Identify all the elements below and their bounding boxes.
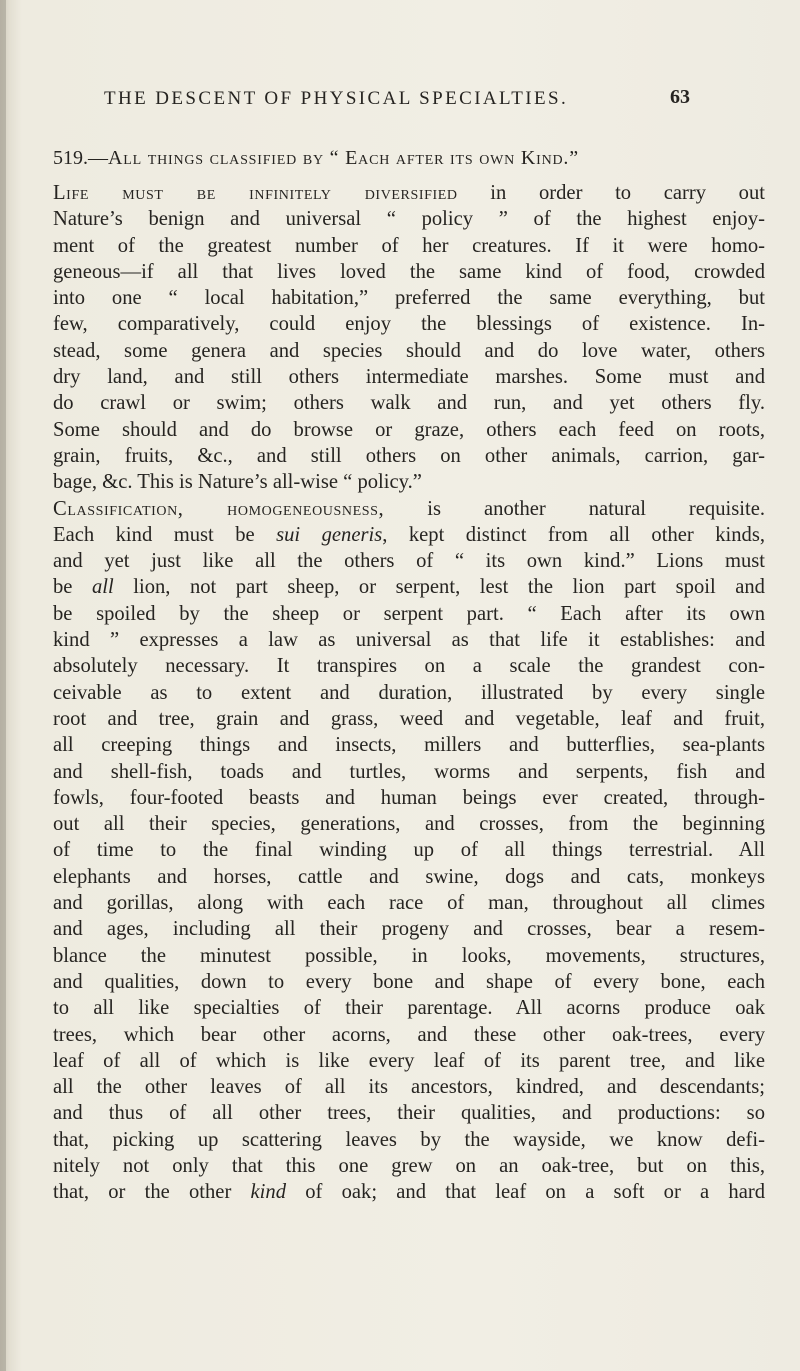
text-line: geneous—if all that lives loved the same kind of food, crowded — [53, 260, 765, 283]
text-line: grain, fruits, &c., and still others on other animals, carrion, gar- — [53, 444, 765, 467]
paragraph-lead: Life must be infinitely diversified — [53, 182, 458, 204]
text-line: out all their species, generations, and crosses, from the beginning — [53, 813, 765, 836]
text-line: be spoiled by the sheep or serpent part. “ Each after its own — [53, 602, 765, 625]
emphasis: sui generis — [276, 523, 383, 546]
section-heading — [53, 147, 773, 170]
text-line: kind ” expresses a law as universal as that life it establishes: and — [53, 629, 765, 652]
text-line: and thus of all other trees, their qualities, and productions: so — [53, 1102, 765, 1125]
text-line: Life must be infinitely diversified in order to carry out — [53, 182, 765, 204]
text-line: root and tree, grain and grass, weed and vegetable, leaf and fruit, — [53, 707, 765, 730]
text-line: bage, &c. This is Nature’s all-wise “ policy.” — [53, 471, 422, 494]
text-line: few, comparatively, could enjoy the blessings of existence. In- — [53, 313, 765, 336]
text-line: trees, which bear other acorns, and these other oak-trees, every — [53, 1023, 765, 1046]
text-line: all creeping things and insects, millers and butterflies, sea-plants — [53, 734, 765, 757]
text-line: to all like specialties of their parentage. All acorns produce oak — [53, 997, 765, 1020]
text-line: blance the minutest possible, in looks, movements, structures, — [53, 944, 765, 967]
page-number: 63 — [670, 86, 690, 108]
binding-shadow — [0, 0, 6, 1371]
section-dash: — — [88, 147, 108, 169]
text-line: ceivable as to extent and duration, illustrated by every single — [53, 681, 765, 704]
text-line: all the other leaves of all its ancestors, kindred, and descendants; — [53, 1076, 765, 1099]
text-line: and ages, including all their progeny and crosses, bear a resem- — [53, 918, 765, 941]
text-line: be all lion, not part sheep, or serpent, lest the lion part spoil and — [53, 576, 765, 599]
emphasis: all — [91, 576, 114, 599]
text-line: dry land, and still others intermediate marshes. Some must and — [53, 366, 765, 389]
text-line: absolutely necessary. It transpires on a scale the grandest con- — [53, 655, 765, 678]
text-line: stead, some genera and species should and do love water, others — [53, 339, 765, 362]
text-line: and yet just like all the others of “ its own kind.” Lions must — [53, 550, 765, 573]
text-line: do crawl or swim; others walk and run, and yet others fly. — [53, 392, 765, 415]
text-line: fowls, four-footed beasts and human beings ever created, through- — [53, 786, 765, 809]
body-text — [53, 180, 765, 1206]
text-line: that, picking up scattering leaves by the wayside, we know defi- — [53, 1128, 765, 1151]
text-line: leaf of all of which is like every leaf of its parent tree, and like — [53, 1049, 765, 1072]
text-line: into one “ local habitation,” preferred the same everything, but — [53, 287, 765, 310]
section-title: All things classified by “ Each after its own Kind.” — [108, 147, 579, 169]
text-line: Each kind must be sui generis, kept distinct from all other kinds, — [53, 523, 765, 546]
text-line: of time to the final winding up of all things terrestrial. All — [53, 839, 765, 862]
text-line: ment of the greatest number of her creatures. If it were homo- — [53, 234, 765, 257]
paragraph-lead: Classification, homogeneousness, — [53, 497, 385, 520]
text-line: elephants and horses, cattle and swine, dogs and cats, monkeys — [53, 865, 765, 888]
emphasis: kind — [250, 1181, 286, 1204]
text-line: and qualities, down to every bone and shape of every bone, each — [53, 970, 765, 993]
text-line: that, or the other kind of oak; and that leaf on a soft or a hard — [53, 1181, 765, 1204]
text-line: Nature’s benign and universal “ policy ” of the highest enjoy- — [53, 208, 765, 231]
section-number: 519. — [53, 147, 88, 169]
text-line: Classification, homogeneousness, is another natural requisite. — [53, 497, 765, 520]
running-head: THE DESCENT OF PHYSICAL SPECIALTIES. — [104, 88, 569, 109]
text-line: nitely not only that this one grew on an oak-tree, but on this, — [53, 1154, 765, 1177]
text-line: and gorillas, along with each race of man, throughout all climes — [53, 892, 765, 915]
text-line: Some should and do browse or graze, others each feed on roots, — [53, 418, 765, 441]
text-line: and shell-fish, toads and turtles, worms and serpents, fish and — [53, 760, 765, 783]
